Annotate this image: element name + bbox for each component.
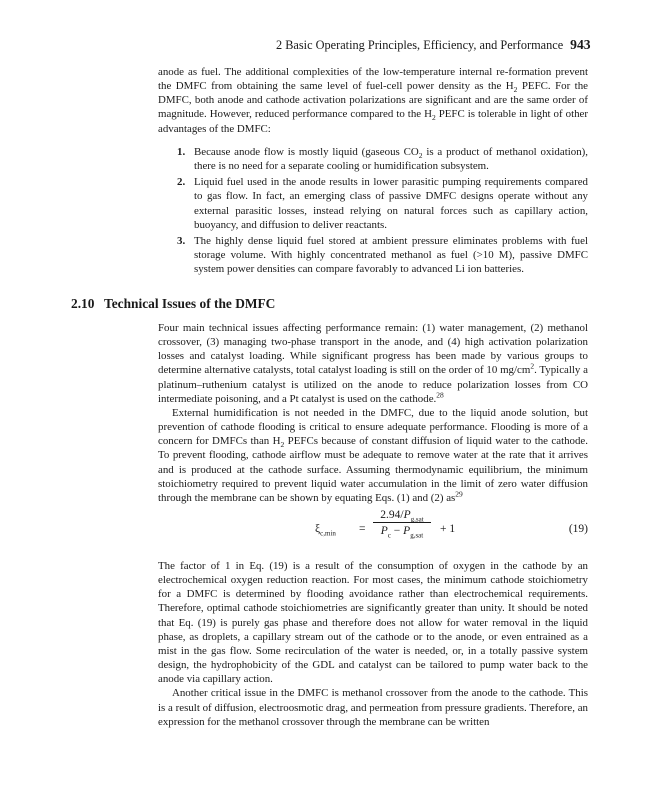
p1-text-a: Four main technical issues affecting performance remain: (1) water management, (2) methanol crossover, (3) managing two-phase transport in the anode, and (4) high activation polarization losses and catalyst loading. While significant progress has been made by various groups to determine alternative catalysts, total catalyst loading is still on the order of 10 mg/cm	[158, 322, 588, 377]
denominator-subscript-1: c	[387, 531, 391, 540]
section-paragraph-2	[158, 406, 588, 505]
list-item-number: 3.	[177, 234, 186, 247]
section-heading	[71, 296, 275, 312]
list-item-text: Liquid fuel used in the anode results in lower parasitic pumping requirements compared to gas flow. In fact, an emerging class of passive DMFC designs operate without any external parasitic losses, instead relying on natural forces such as capillary action, buoyancy, and diffusion to deliver reactants.	[194, 176, 588, 231]
xi-subscript: c,min	[320, 529, 336, 538]
list-item	[177, 145, 588, 173]
intro-sub-a: 2	[513, 85, 518, 95]
section-body	[158, 321, 588, 505]
reference-marker: 29	[455, 489, 463, 499]
list-item-text-a: Because anode flow is mostly liquid (gaseous CO	[194, 146, 419, 158]
intro-text-b: PEFC. For the DMFC, both anode and cathode activation polarizations are significant and are the same order of magnitude. However, reduced performance compared to the H	[158, 80, 588, 121]
section-paragraph-1	[158, 321, 588, 406]
list-item-number: 1.	[177, 146, 186, 158]
equation-number: (19)	[568, 523, 588, 535]
fraction-numerator	[373, 509, 431, 523]
numerator-coefficient: 2.94/	[380, 509, 404, 521]
p2-text-a: External humidification is not needed in the DMFC, due to the liquid anode solution, but prevention of cathode flooding is critical to ensure adequate performance. Flooding is more of a concern for DMFCs than H	[158, 406, 588, 448]
intro-sub-b: 2	[431, 113, 436, 123]
plus-term: + 1	[440, 523, 456, 535]
equation-19	[158, 507, 588, 553]
running-title: 2 Basic Operating Principles, Efficiency, and Performance	[276, 38, 564, 52]
running-header	[276, 37, 590, 53]
list-item	[177, 175, 588, 232]
denominator-subscript-2: g,sat	[410, 531, 424, 540]
minus-sign: −	[390, 525, 404, 537]
intro-text-c: PEFC is tolerable in light of other advantages of the DMFC:	[158, 108, 589, 135]
page-number: 943	[570, 37, 591, 52]
closing-paragraph-2: Another critical issue in the DMFC is methanol crossover from the anode to the cathode. This is a result of diffusion, electroosmotic drag, and permeation from pressure gradients. Therefore, an expression for the methanol crossover through the membrane can be written	[158, 687, 588, 728]
denominator-variable-2: P	[403, 525, 411, 537]
closing-paragraph-1: The factor of 1 in Eq. (19) is a result of the consumption of oxygen in the cathode by an electrochemical oxygen reduction reaction. For most cases, the minimum cathode stoichiometry for a DMFC is determined by flooding avoidance rather than electrochemical requirements. Therefore, optimal cathode stoichiometries are significantly greater than unity. It should be noted that Eq. (19) is purely gas phase and therefore does not allow for water removal in the liquid phase, as droplets, a capillary stream out of the cathode or to the anode, or even entrained as a mist in the gas flow. Some recirculation of the water is needed, or, in a totally passive system design, the hydrophobicity of the GDL and catalyst can be tailored to pump water back to the anode via capillary action.	[158, 560, 588, 686]
section-number: 2.10	[71, 296, 95, 311]
advantages-list	[177, 145, 588, 278]
intro-text-a: anode as fuel. The additional complexities of the low-temperature internal re-formation prevent the DMFC from obtaining the same level of fuel-cell power density as the H	[158, 66, 588, 93]
list-item-text-b: is a product of methanol oxidation), there is no need for a separate cooling or humidification subsystem.	[194, 146, 588, 173]
xi-symbol: ξ	[315, 523, 321, 535]
closing-body	[158, 559, 588, 729]
reference-marker: 28	[436, 390, 444, 400]
fraction-denominator	[373, 523, 431, 540]
equation-fraction	[373, 509, 431, 540]
equals-sign: =	[359, 523, 366, 535]
numerator-subscript: g,sat	[410, 515, 424, 524]
p1-text-b: . Typically a platinum–ruthenium catalyst is utilized on the anode to reduce polarization losses from CO intermediate poisoning, and a Pt catalyst is used on the cathode.	[158, 364, 588, 405]
intro-paragraph	[158, 65, 588, 136]
numerator-variable: P	[403, 509, 411, 521]
list-item-text: The highly dense liquid fuel stored at ambient pressure eliminates problems with fuel storage volume. With highly concentrated methanol as fuel (>10 M), passive DMFC system power densities can compare favorably to advanced Li ion batteries.	[194, 234, 588, 276]
list-item	[177, 234, 588, 276]
equation-lhs	[315, 523, 336, 538]
denominator-variable-1: P	[380, 525, 388, 537]
section-title: Technical Issues of the DMFC	[104, 296, 276, 311]
list-item-number: 2.	[177, 176, 186, 189]
p1-sup: 2	[530, 361, 535, 371]
p2-sub: 2	[280, 440, 285, 450]
list-item-sub: 2	[418, 151, 423, 161]
p2-text-b: PEFCs because of constant diffusion of liquid water to the cathode. To prevent flooding, cathode airflow must be adequate to remove water at the rate that it arrives and is produced at the cathode surface. Assuming thermodynamic equilibrium, the minimum stoichiometry required to prevent liquid water accumulation in the limit of zero water diffusion through the membrane can be shown by equating Eqs. (1) and (2) as	[158, 435, 588, 504]
